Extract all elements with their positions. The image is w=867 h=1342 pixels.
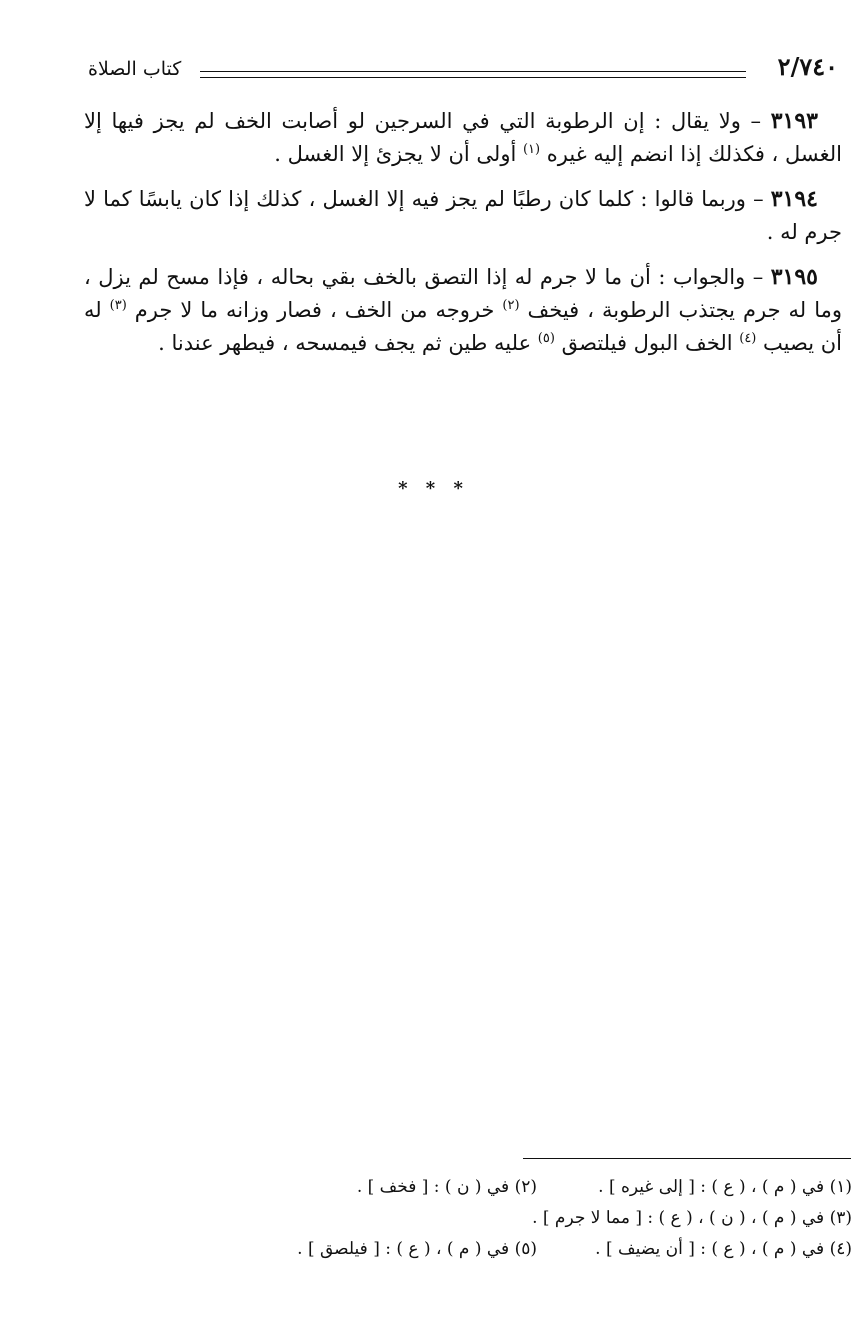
paragraph-text: – وربما قالوا : كلما كان رطبًا لم يجز فيه إلا الغسل ، كذلك إذا كان يابسًا كما لا جرم له . — [84, 187, 842, 244]
page-header — [88, 52, 838, 92]
footnote-1: (١) في ( م ) ، ( ع ) : [ إلى غيره ] . — [598, 1177, 852, 1197]
main-text — [84, 105, 842, 372]
paragraph-text: أولى أن لا يجزئ إلا الغسل . — [274, 142, 523, 166]
section-separator: * * * — [398, 478, 469, 499]
footnote-line — [160, 1234, 852, 1265]
paragraph-text: له أن يصيب — [84, 298, 842, 355]
paragraph-text: – ولا يقال : إن الرطوبة التي في السرجين لو أصابت الخف لم يجز فيها إلا الغسل ، فكذلك إذا انضم إليه غيره — [84, 109, 842, 166]
footnote-marker: (٥) — [537, 331, 555, 346]
header-double-rule — [200, 71, 746, 78]
footnote-4: (٤) في ( م ) ، ( ع ) : [ أن يضيف ] . — [595, 1239, 852, 1259]
page-number: ٢/٧٤٠ — [777, 52, 838, 81]
footnote-3: (٣) في ( م ) ، ( ن ) ، ( ع ) : [ مما لا جرم ] . — [532, 1208, 852, 1228]
footnote-5: (٥) في ( م ) ، ( ع ) : [ فيلصق ] . — [297, 1239, 537, 1259]
footnote-divider — [523, 1158, 851, 1159]
paragraph-3194 — [84, 183, 842, 249]
footnote-marker: (٢) — [502, 298, 520, 313]
footnotes — [160, 1172, 852, 1265]
chapter-title: كتاب الصلاة — [88, 58, 182, 80]
paragraph-text: – والجواب : أن ما لا جرم له إذا التصق بالخف بقي بحاله ، فإذا مسح لم يزل ، وما له جرم يجتذب الرطوبة ، فيخف — [84, 265, 842, 322]
paragraph-3195 — [84, 261, 842, 360]
paragraph-number: ٣١٩٣ — [770, 108, 818, 134]
paragraph-3193 — [84, 105, 842, 171]
footnote-marker: (٣) — [109, 298, 127, 313]
footnote-marker: (١) — [522, 142, 541, 157]
footnote-line — [160, 1203, 852, 1234]
paragraph-text: خروجه من الخف ، فصار وزانه ما لا جرم — [126, 298, 503, 322]
paragraph-number: ٣١٩٤ — [770, 186, 818, 212]
footnote-marker: (٤) — [739, 331, 757, 346]
paragraph-text: عليه طين ثم يجف فيمسحه ، فيطهر عندنا . — [158, 331, 538, 355]
footnote-2: (٢) في ( ن ) : [ فخف ] . — [356, 1177, 537, 1197]
paragraph-text: الخف البول فيلتصق — [554, 331, 740, 355]
footnote-line — [160, 1172, 852, 1203]
paragraph-number: ٣١٩٥ — [770, 264, 818, 290]
